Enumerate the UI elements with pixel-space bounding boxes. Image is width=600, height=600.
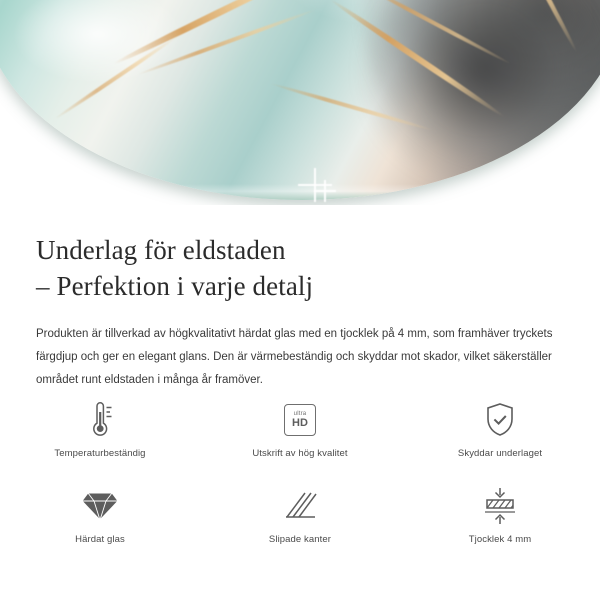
gold-vein: [54, 33, 181, 120]
hero-image: [0, 0, 600, 205]
headline-line-2: – Perfektion i varje detalj: [36, 270, 314, 301]
feature-label: Härdat glas: [75, 534, 125, 545]
feature-temperaturbestandig: [0, 396, 200, 482]
feature-label: Temperaturbeständig: [54, 448, 146, 459]
headline-line-1: Underlag för eldstaden: [36, 235, 286, 265]
content-block: [0, 205, 600, 392]
feature-label: Skyddar underlaget: [457, 448, 543, 459]
thickness-icon: [481, 482, 519, 530]
feature-label: Slipade kanter: [268, 534, 332, 545]
shield-check-icon: [482, 396, 518, 444]
glass-edge-highlight: [0, 184, 600, 200]
diamond-icon: [81, 482, 119, 530]
badge-bottom-text: HD: [292, 417, 308, 429]
feature-ultra-hd: [200, 396, 400, 482]
feature-label: Utskrift av hög kvalitet: [252, 448, 348, 459]
feature-skyddar-underlaget: [400, 396, 600, 482]
feature-slipade-kanter: [200, 482, 400, 568]
polished-edges-icon: [283, 482, 317, 530]
feature-hardat-glas: [0, 482, 200, 568]
feature-grid: [0, 396, 600, 568]
feature-label: Tjocklek 4 mm: [468, 534, 532, 545]
thermometer-icon: [83, 396, 117, 444]
ultra-hd-icon: [284, 396, 316, 444]
page-title: [0, 205, 600, 305]
marble-glass-slab-image: [0, 0, 600, 200]
badge-top-text: ultra: [293, 411, 307, 417]
feature-tjocklek: [400, 482, 600, 568]
description-paragraph: Produkten är tillverkad av högkvalitativt härdat glas med en tjocklek på 4 mm, som framhäver tryckets färgdjup och ger en elegant glans. Den är värmebeständig och skyddar mot skador, vilket säkerställer området runt eldstaden i många år framöver.: [36, 327, 553, 386]
